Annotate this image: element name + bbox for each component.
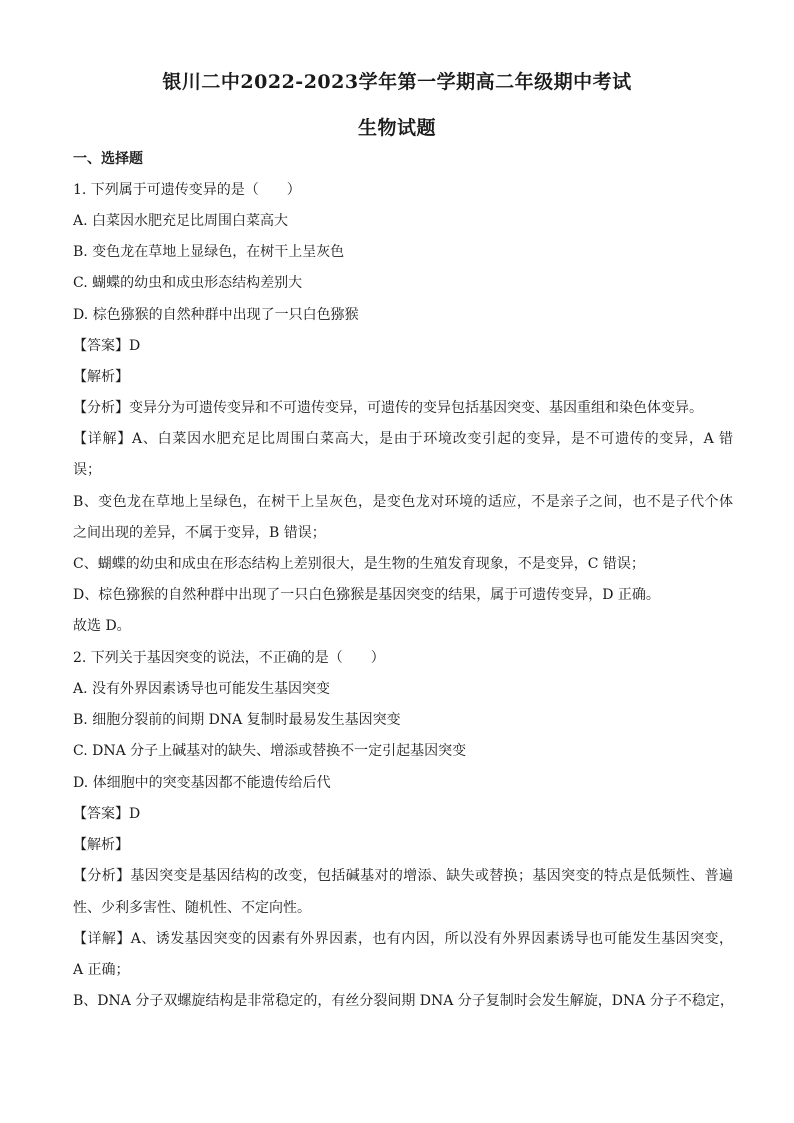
page-title: 银川二中2022-2023学年第一学期高二年级期中考试 [162,71,632,93]
question-1-analysis-label: 【解析】 [73,369,129,385]
question-2-detail-cont: A 正确； [73,962,130,978]
question-2-analysis: 【分析】基因突变是基因结构的改变，包括碱基对的增添、缺失或替换；基因突变的特点是低频性、普遍 [73,868,733,884]
question-1-option-a: A. 白菜因水肥充足比周围白菜高大 [73,213,289,229]
question-2-analysis-label: 【解析】 [73,837,129,853]
question-1-answer: 【答案】D [73,338,141,354]
question-1-option-c: C. 蝴蝶的幼虫和成虫形态结构差别大 [73,275,303,291]
section-heading: 一、选择题 [73,151,143,167]
question-1-option-b: B. 变色龙在草地上显绿色，在树干上呈灰色 [73,244,345,260]
question-2-option-d: D. 体细胞中的突变基因都不能遗传给后代 [73,775,331,791]
page-subtitle: 生物试题 [357,117,436,139]
question-1-option-d: D. 棕色猕猴的自然种群中出现了一只白色猕猴 [73,307,359,323]
question-2-detail-b: B、DNA 分子双螺旋结构是非常稳定的，有丝分裂间期 DNA 分子复制时会发生解旋，DNA 分子不稳定， [73,993,734,1009]
question-2-option-c: C. DNA 分子上碱基对的缺失、增添或替换不一定引起基因突变 [73,743,467,759]
question-1-conclusion: 故选 D。 [73,618,131,634]
question-1-detail-cont: 误； [73,462,101,478]
question-1-analysis: 【分析】变异分为可遗传变异和不可遗传变异，可遗传的变异包括基因突变、基因重组和染色体变异。 [73,400,703,416]
question-2-option-a: A. 没有外界因素诱导也可能发生基因突变 [73,681,331,697]
question-2-answer: 【答案】D [73,806,141,822]
question-2-option-b: B. 细胞分裂前的间期 DNA 复制时最易发生基因突变 [73,712,401,728]
question-1-detail-d: D、棕色猕猴的自然种群中出现了一只白色猕猴是基因突变的结果，属于可遗传变异，D 正确。 [73,587,660,603]
question-2-detail: 【详解】A、诱发基因突变的因素有外界因素，也有内因，所以没有外界因素诱导也可能发生基因突变， [73,931,733,947]
question-2-analysis-cont: 性、少利多害性、随机性、不定向性。 [73,900,311,916]
question-1-detail: 【详解】A、白菜因水肥充足比周围白菜高大，是由于环境改变引起的变异，是不可遗传的变异，A 错 [73,431,733,447]
question-1-detail-c: C、蝴蝶的幼虫和成虫在形态结构上差别很大，是生物的生殖发育现象，不是变异，C 错误； [73,556,645,572]
question-1-detail-b-cont: 之间出现的差异，不属于变异，B 错误； [73,525,326,541]
question-2-stem: 2. 下列关于基因突变的说法，不正确的是（ ） [73,650,385,666]
question-1-detail-b: B、变色龙在草地上呈绿色，在树干上呈灰色，是变色龙对环境的适应，不是亲子之间，也不是子代个体 [73,494,733,510]
question-1-stem: 1. 下列属于可遗传变异的是（ ） [73,182,301,198]
